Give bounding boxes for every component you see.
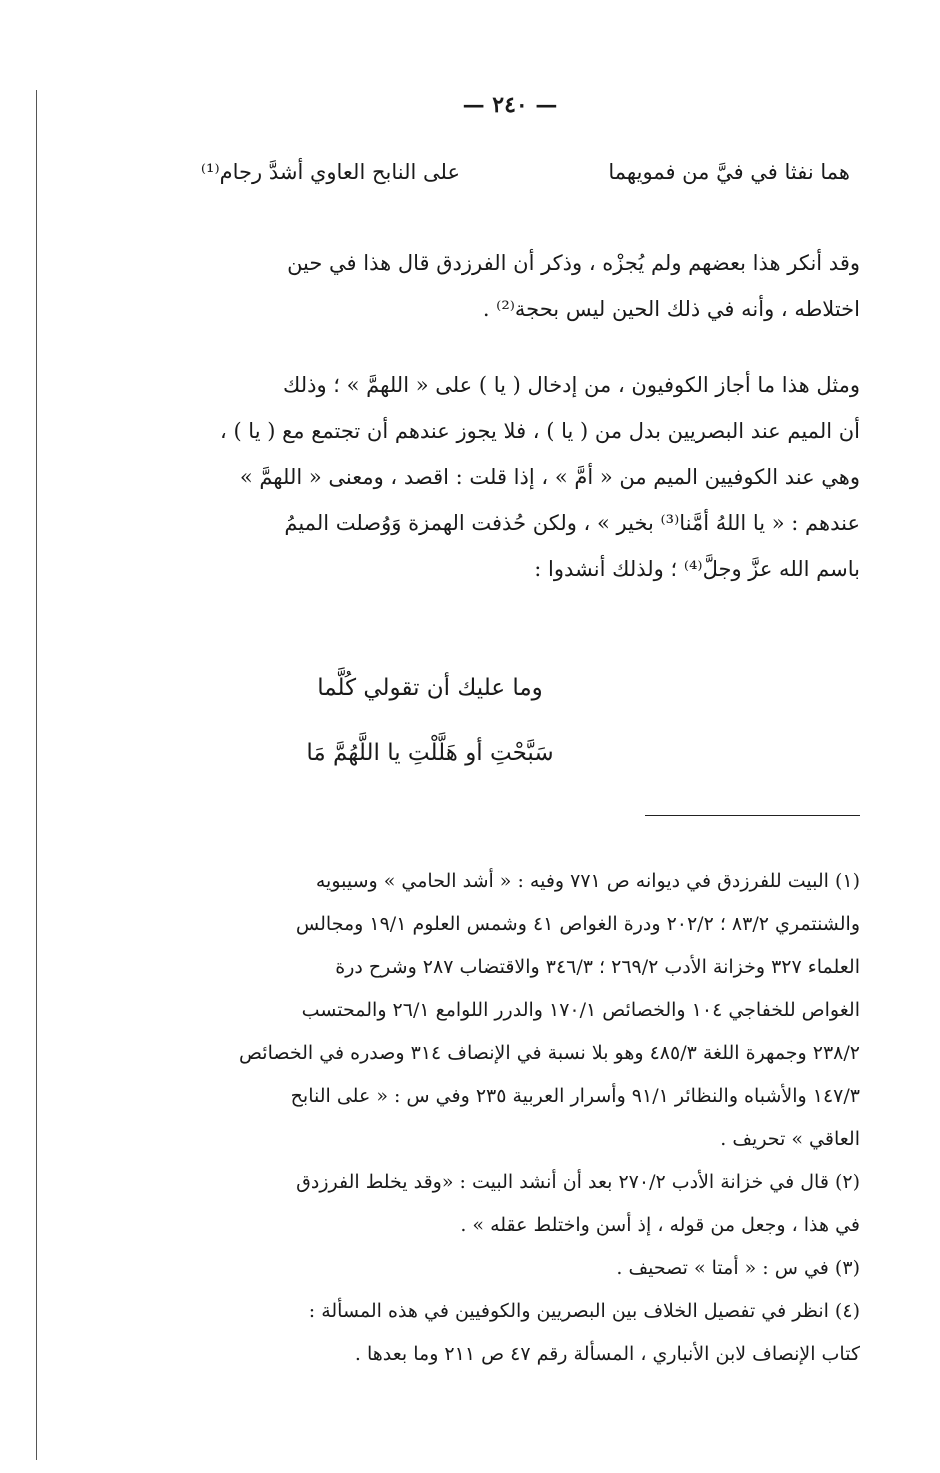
footnote-line: (١) البيت للفرزدق في ديوانه ص ٧٧١ وفيه : « أشد الحامي » وسيبويه xyxy=(315,870,860,892)
verse-first-hemistich: هما نفثا في فيَّ من فمويهما xyxy=(608,160,850,184)
footnotes xyxy=(70,860,860,1376)
footnote-3 xyxy=(70,1247,860,1290)
paragraph-line: عندهم : « يا اللهُ أمَّنا⁽³⁾ بخير » ، ولكن حُذفت الهمزة وَوُصلت الميمُ xyxy=(284,511,860,535)
poem-line-1: وما عليك أن تقولي كُلَّما xyxy=(317,675,543,701)
poem-line-2: سَبَّحْتِ أو هَلَّلْتِ يا اللَّهُمَّ مَا xyxy=(306,740,554,766)
verse-second-hemistich: على النابح العاوي أشدَّ رجام⁽¹⁾ xyxy=(200,160,460,184)
footnote-line: الغواص للخفاجي ١٠٤ والخصائص ١٧٠/١ والدرر اللوامع ٢٦/١ والمحتسب xyxy=(301,999,860,1021)
paragraph-1 xyxy=(80,240,860,332)
paragraph-line: اختلاطه ، وأنه في ذلك الحين ليس بحجة⁽²⁾ . xyxy=(482,297,860,321)
footnote-2 xyxy=(70,1161,860,1247)
footnote-line: (٤) انظر في تفصيل الخلاف بين البصريين والكوفيين في هذه المسألة : xyxy=(308,1300,860,1322)
footnote-4 xyxy=(70,1290,860,1376)
paragraph-line: أن الميم عند البصريين بدل من ( يا ) ، فلا يجوز عندهم أن تجتمع مع ( يا ) ، xyxy=(219,419,860,443)
footnote-line: في هذا ، وجعل من قوله ، إذ أسن واختلط عقله » . xyxy=(460,1214,860,1236)
footnote-1 xyxy=(70,860,860,1161)
footnote-line: العلماء ٣٢٧ وخزانة الأدب ٢٦٩/٢ ؛ ٣٤٦/٣ والاقتضاب ٢٨٧ وشرح درة xyxy=(335,956,860,978)
left-margin-rule xyxy=(36,90,37,1460)
footnote-line: (٢) قال في خزانة الأدب ٢٧٠/٢ بعد أن أنشد البيت : «وقد يخلط الفرزدق xyxy=(296,1171,860,1193)
paragraph-2 xyxy=(80,362,860,592)
footnote-line: كتاب الإنصاف لابن الأنباري ، المسألة رقم ٤٧ ص ٢١١ وما بعدها . xyxy=(354,1343,860,1365)
paragraph-line: وهي عند الكوفيين الميم من « أمَّ » ، إذا قلت : اقصد ، ومعنى « اللهمَّ » xyxy=(239,465,860,489)
paragraph-line: باسم الله عزَّ وجلَّ⁽⁴⁾ ؛ ولذلك أنشدوا : xyxy=(534,557,860,581)
footnote-separator xyxy=(645,815,860,816)
footnote-line: العاقي » تحريف . xyxy=(720,1128,860,1150)
footnote-line: ١٤٧/٣ والأشباه والنظائر ٩١/١ وأسرار العربية ٢٣٥ وفي س : « على النابح xyxy=(290,1085,860,1107)
paragraph-line: وقد أنكر هذا بعضهم ولم يُجزْه ، وذكر أن الفرزدق قال هذا في حين xyxy=(287,251,860,275)
paragraph-line: ومثل هذا ما أجاز الكوفيون ، من إدخال ( يا ) على « اللهمَّ » ؛ وذلك xyxy=(283,373,860,397)
page-number: — ٢٤٠ — xyxy=(462,92,558,118)
footnote-line: (٣) في س : « أمتا » تصحيف . xyxy=(616,1257,860,1279)
footnote-line: ٢٣٨/٢ وجمهرة اللغة ٤٨٥/٣ وهو بلا نسبة في الإنصاف ٣١٤ وصدره في الخصائص xyxy=(239,1042,860,1064)
footnote-line: والشنتمري ٨٣/٢ ؛ ٢٠٢/٢ ودرة الغواص ٤١ وشمس العلوم ١٩/١ ومجالس xyxy=(295,913,860,935)
